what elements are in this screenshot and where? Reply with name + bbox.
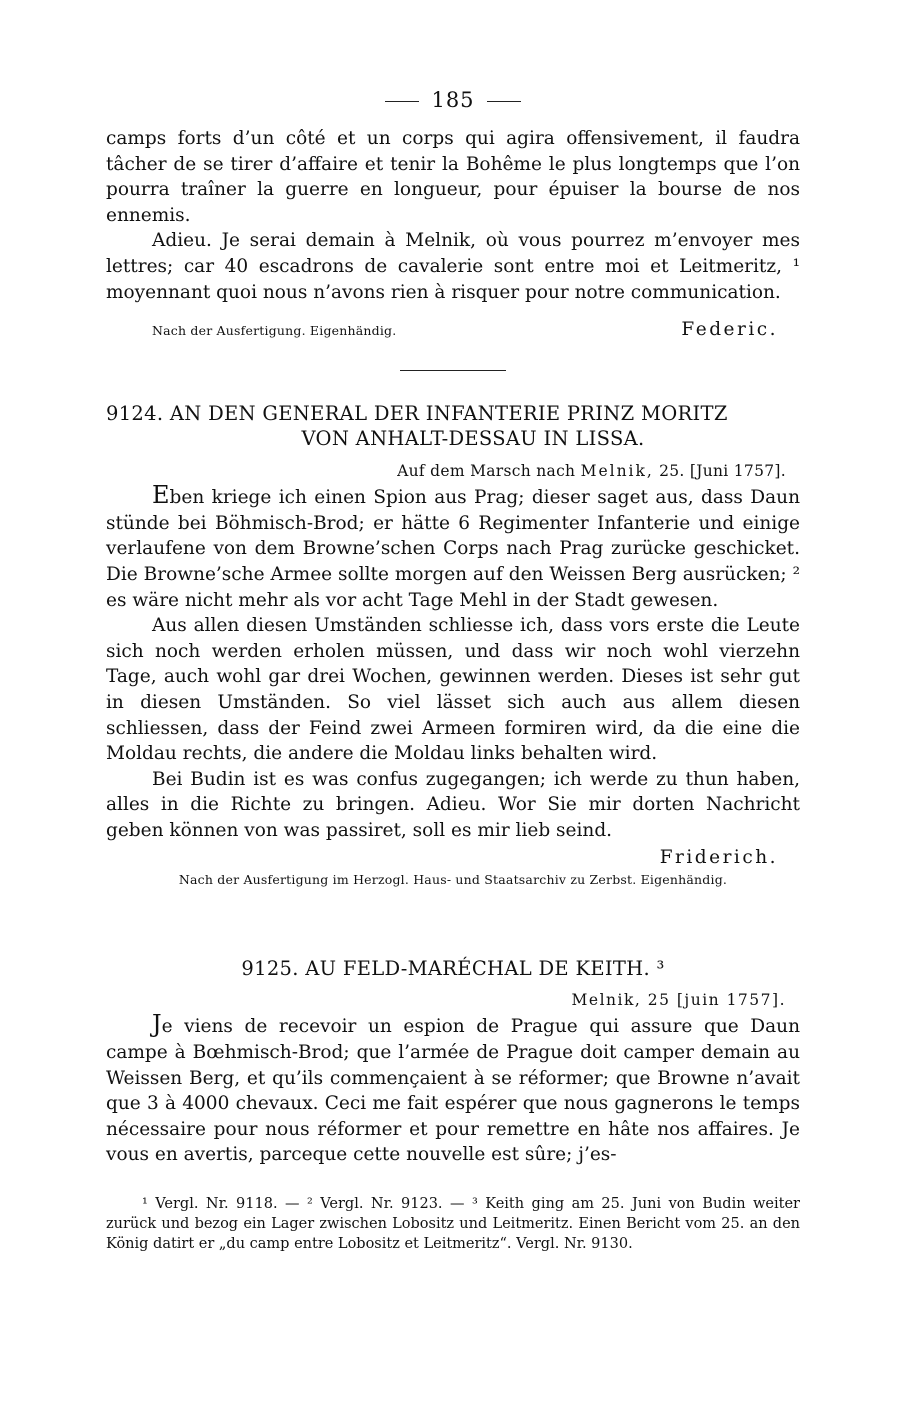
letter-9125-heading: 9125. AU FELD-MARÉCHAL DE KEITH. ³	[241, 957, 665, 981]
letter-9124-paragraph-1: Eben kriege ich einen Spion aus Prag; dieser saget aus, dass Daun stünde bei Böhmisch-Brod; er hätte 6 Regimenter Infanterie und einige verlaufene von dem Browne’schen Corps nach Prag zurücke geschicket. Die Browne’sche Armee sollte morgen auf den Weissen Berg ausrücken; ² es wäre nicht mehr als vor acht Tage Mehl in der Stadt gewesen.	[106, 481, 800, 611]
letter-9124-source-note: Nach der Ausfertigung im Herzogl. Haus- und Staatsarchiv zu Zerbst. Eigenhändig.	[178, 872, 728, 888]
document-page	[106, 88, 800, 1254]
intro-signature: Federic.	[681, 319, 778, 341]
letter-9125-initial: J	[152, 1010, 162, 1039]
letter-9124-heading-line2: VON ANHALT-DESSAU IN LISSA.	[301, 427, 645, 451]
letter-9124-heading	[106, 401, 800, 451]
dash-left	[385, 101, 419, 102]
footnote-text: ¹ Vergl. Nr. 9118. — ² Vergl. Nr. 9123. — ³ Keith ging am 25. Juni von Budin weiter zurück und bezog ein Lager zwischen Lobositz und Leitmeritz. Einen Bericht vom 25. an den König datirt er „du camp entre Lobositz et Leitmeritz“. Vergl. Nr. 9130.	[106, 1196, 800, 1253]
letter-9124-initial: E	[152, 481, 170, 510]
letter-9124-paragraph-3: Bei Budin ist es was confus zugegangen; ich werde zu thun haben, alles in die Richte zu bringen. Adieu. Wor Sie mir dorten Nachricht geben können von was passiret, soll es mir lieb seind.	[106, 768, 800, 841]
intro-paragraph-2: Adieu. Je serai demain à Melnik, où vous pourrez m’envoyer mes lettres; car 40 escadrons de cavalerie sont entre moi et Leitmeritz, ¹ moyennant quoi nous n’avons rien à risquer pour notre communication.	[106, 230, 800, 303]
letter-9124-dateline: Auf dem Marsch nach Melnik, 25. [Juni 1757].	[397, 462, 786, 481]
letter-9125-dateline: Melnik, 25 [juin 1757].	[571, 991, 786, 1010]
intro-source-row	[106, 319, 800, 340]
intro-paragraph-1: camps forts d’un côté et un corps qui agira offensivement, il faudra tâcher de se tirer d’affaire et tenir la Bohême le plus longtemps que l’on pourra traîner la guerre en longueur, pour épuiser la bourse de nos ennemis.	[106, 128, 800, 226]
page-number: 185	[106, 88, 800, 126]
letter-9124-signature: Friderich.	[659, 847, 778, 869]
section-divider	[400, 370, 506, 371]
intro-source-note: Nach der Ausfertigung. Eigenhändig.	[152, 323, 397, 339]
footnotes	[106, 1194, 800, 1254]
letter-9124-paragraph-2: Aus allen diesen Umständen schliesse ich, dass vors erste die Leute sich noch werden erholen müssen, und dass wir noch wohl vierzehn Tage, auch wohl gar drei Wochen, gewinnen werden. Dieses ist sehr gut in diesen Umständen. So viel lässet sich auch aus allem diesen schliessen, dass der Feind zwei Armeen formiren wird, da die eine die Moldau rechts, die andere die Moldau links behalten wird.	[106, 615, 800, 765]
dash-right	[487, 101, 521, 102]
letter-9124-heading-line1: 9124. AN DEN GENERAL DER INFANTERIE PRINZ MORITZ	[106, 402, 728, 426]
letter-9125-paragraph: Je viens de recevoir un espion de Prague qui assure que Daun campe à Bœhmisch-Brod; que l’armée de Prague doit camper demain au Weissen Berg, et qu’ils commençaient à se réformer; que Browne n’avait que 3 à 4000 chevaux. Ceci me fait espérer que nous gagnerons le temps nécessaire pour nous réformer et pour remettre en hâte nos affaires. Je vous en avertis, parceque cette nouvelle est sûre; j’es-	[106, 1010, 800, 1166]
